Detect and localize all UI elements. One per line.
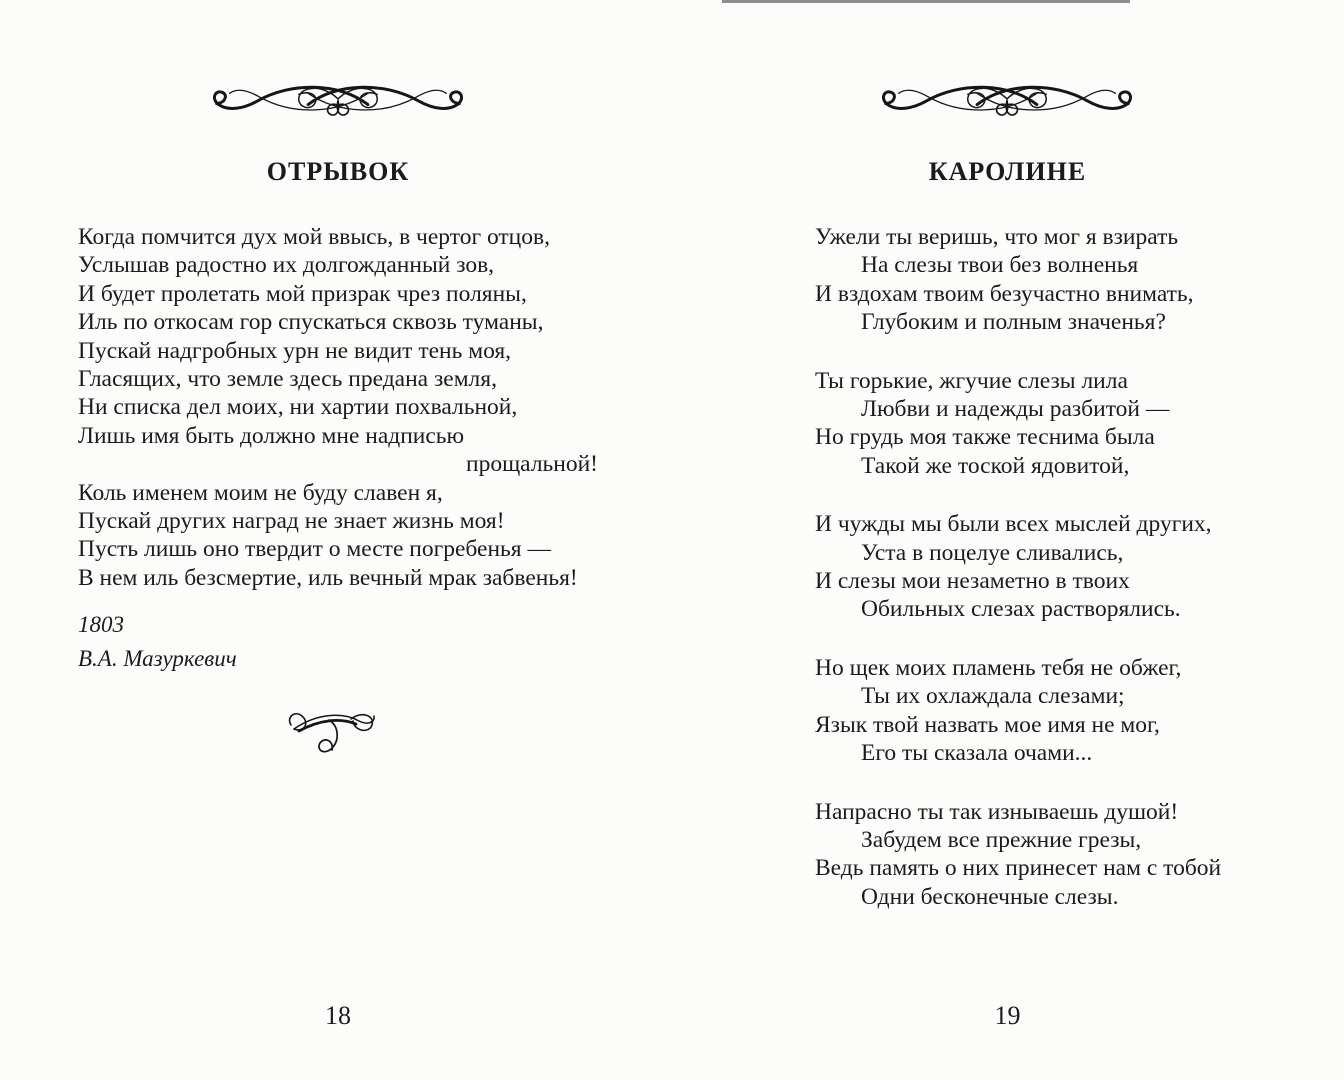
poem-line: Язык твой назвать мое имя не мог,	[815, 711, 1160, 738]
poem-line-continuation: прощальной!	[466, 451, 598, 478]
end-flourish-icon	[283, 698, 378, 760]
poem-author: В.А. Мазуркевич	[78, 646, 237, 671]
flourish-divider-icon	[198, 72, 478, 124]
poem-line: Его ты сказала очами...	[861, 740, 1093, 767]
poem-line: Пусть лишь оно твердит о месте погребенья —	[78, 536, 551, 563]
poem-line: Забудем все прежние грезы,	[861, 826, 1142, 853]
poem-line: Пускай других наград не знает жизнь моя!	[78, 508, 505, 535]
poem-line: Ведь память о них принесет нам с тобой	[815, 855, 1222, 882]
stanza	[815, 510, 1295, 624]
poem-line: Такой же тоской ядовитой,	[861, 452, 1130, 479]
right-page-title: КАРОЛИНЕ	[928, 157, 1087, 186]
poem-line: Пускай надгробных урн не видит тень моя,	[78, 337, 512, 364]
poem-line: Ужели ты веришь, что мог я взирать	[815, 224, 1179, 250]
poem-line: Но щек моих пламень тебя не обжег,	[815, 654, 1182, 681]
poem-line: Иль по откосам гор спускаться сквозь туманы,	[78, 309, 544, 336]
right-poem	[815, 223, 1295, 941]
poem-line: В нем иль безсмертие, иль вечный мрак забвенья!	[78, 564, 578, 591]
left-poem	[78, 223, 598, 592]
poem-line: Обильных слезах растворялись.	[861, 596, 1181, 623]
poem-line: Ни списка дел моих, ни хартии похвальной,	[78, 394, 518, 421]
stanza	[815, 367, 1295, 481]
poem-line: И будет пролетать мой призрак чрез поляны,	[78, 280, 527, 307]
stanza	[815, 223, 1295, 337]
poem-year: 1803	[78, 612, 124, 637]
poem-line: Гласящих, что земле здесь предана земля,	[78, 366, 497, 393]
poem-line: И слезы мои незаметно в твоих	[815, 568, 1130, 595]
scan-edge-artifact	[722, 0, 1130, 3]
stanza	[815, 654, 1295, 768]
poem-line: Лишь имя быть должно мне надписью	[78, 422, 465, 449]
poem-line: Глубоким и полным значенья?	[861, 309, 1166, 336]
poem-line: Любви и надежды разбитой —	[861, 396, 1170, 423]
poem-line: И чужды мы были всех мыслей других,	[815, 511, 1212, 538]
poem-line: Уста в поцелуе сливались,	[861, 539, 1124, 566]
poem-line: Но грудь моя также теснима была	[815, 424, 1155, 451]
poem-line: На слезы твои без волненья	[861, 252, 1139, 279]
poem-line: Ты их охлаждала слезами;	[861, 683, 1125, 710]
poem-line: Коль именем моим не буду славен я,	[78, 479, 443, 506]
poem-line: И вздохам твоим безучастно внимать,	[815, 280, 1194, 307]
stanza	[815, 798, 1295, 912]
poem-signature	[78, 608, 237, 676]
poem-line: Когда помчится дух мой ввысь, в чертог отцов,	[78, 224, 550, 250]
poem-line: Напрасно ты так изнываешь душой!	[815, 798, 1179, 825]
right-page-number: 19	[994, 1001, 1021, 1030]
left-page-number: 18	[325, 1001, 351, 1030]
poem-line: Ты горькие, жгучие слезы лила	[815, 367, 1128, 394]
poem-line: Услышав радостно их долгожданный зов,	[78, 252, 495, 279]
poem-line: Одни бесконечные слезы.	[861, 883, 1119, 910]
left-page-title: ОТРЫВОК	[266, 157, 410, 186]
flourish-divider-icon	[867, 72, 1147, 124]
